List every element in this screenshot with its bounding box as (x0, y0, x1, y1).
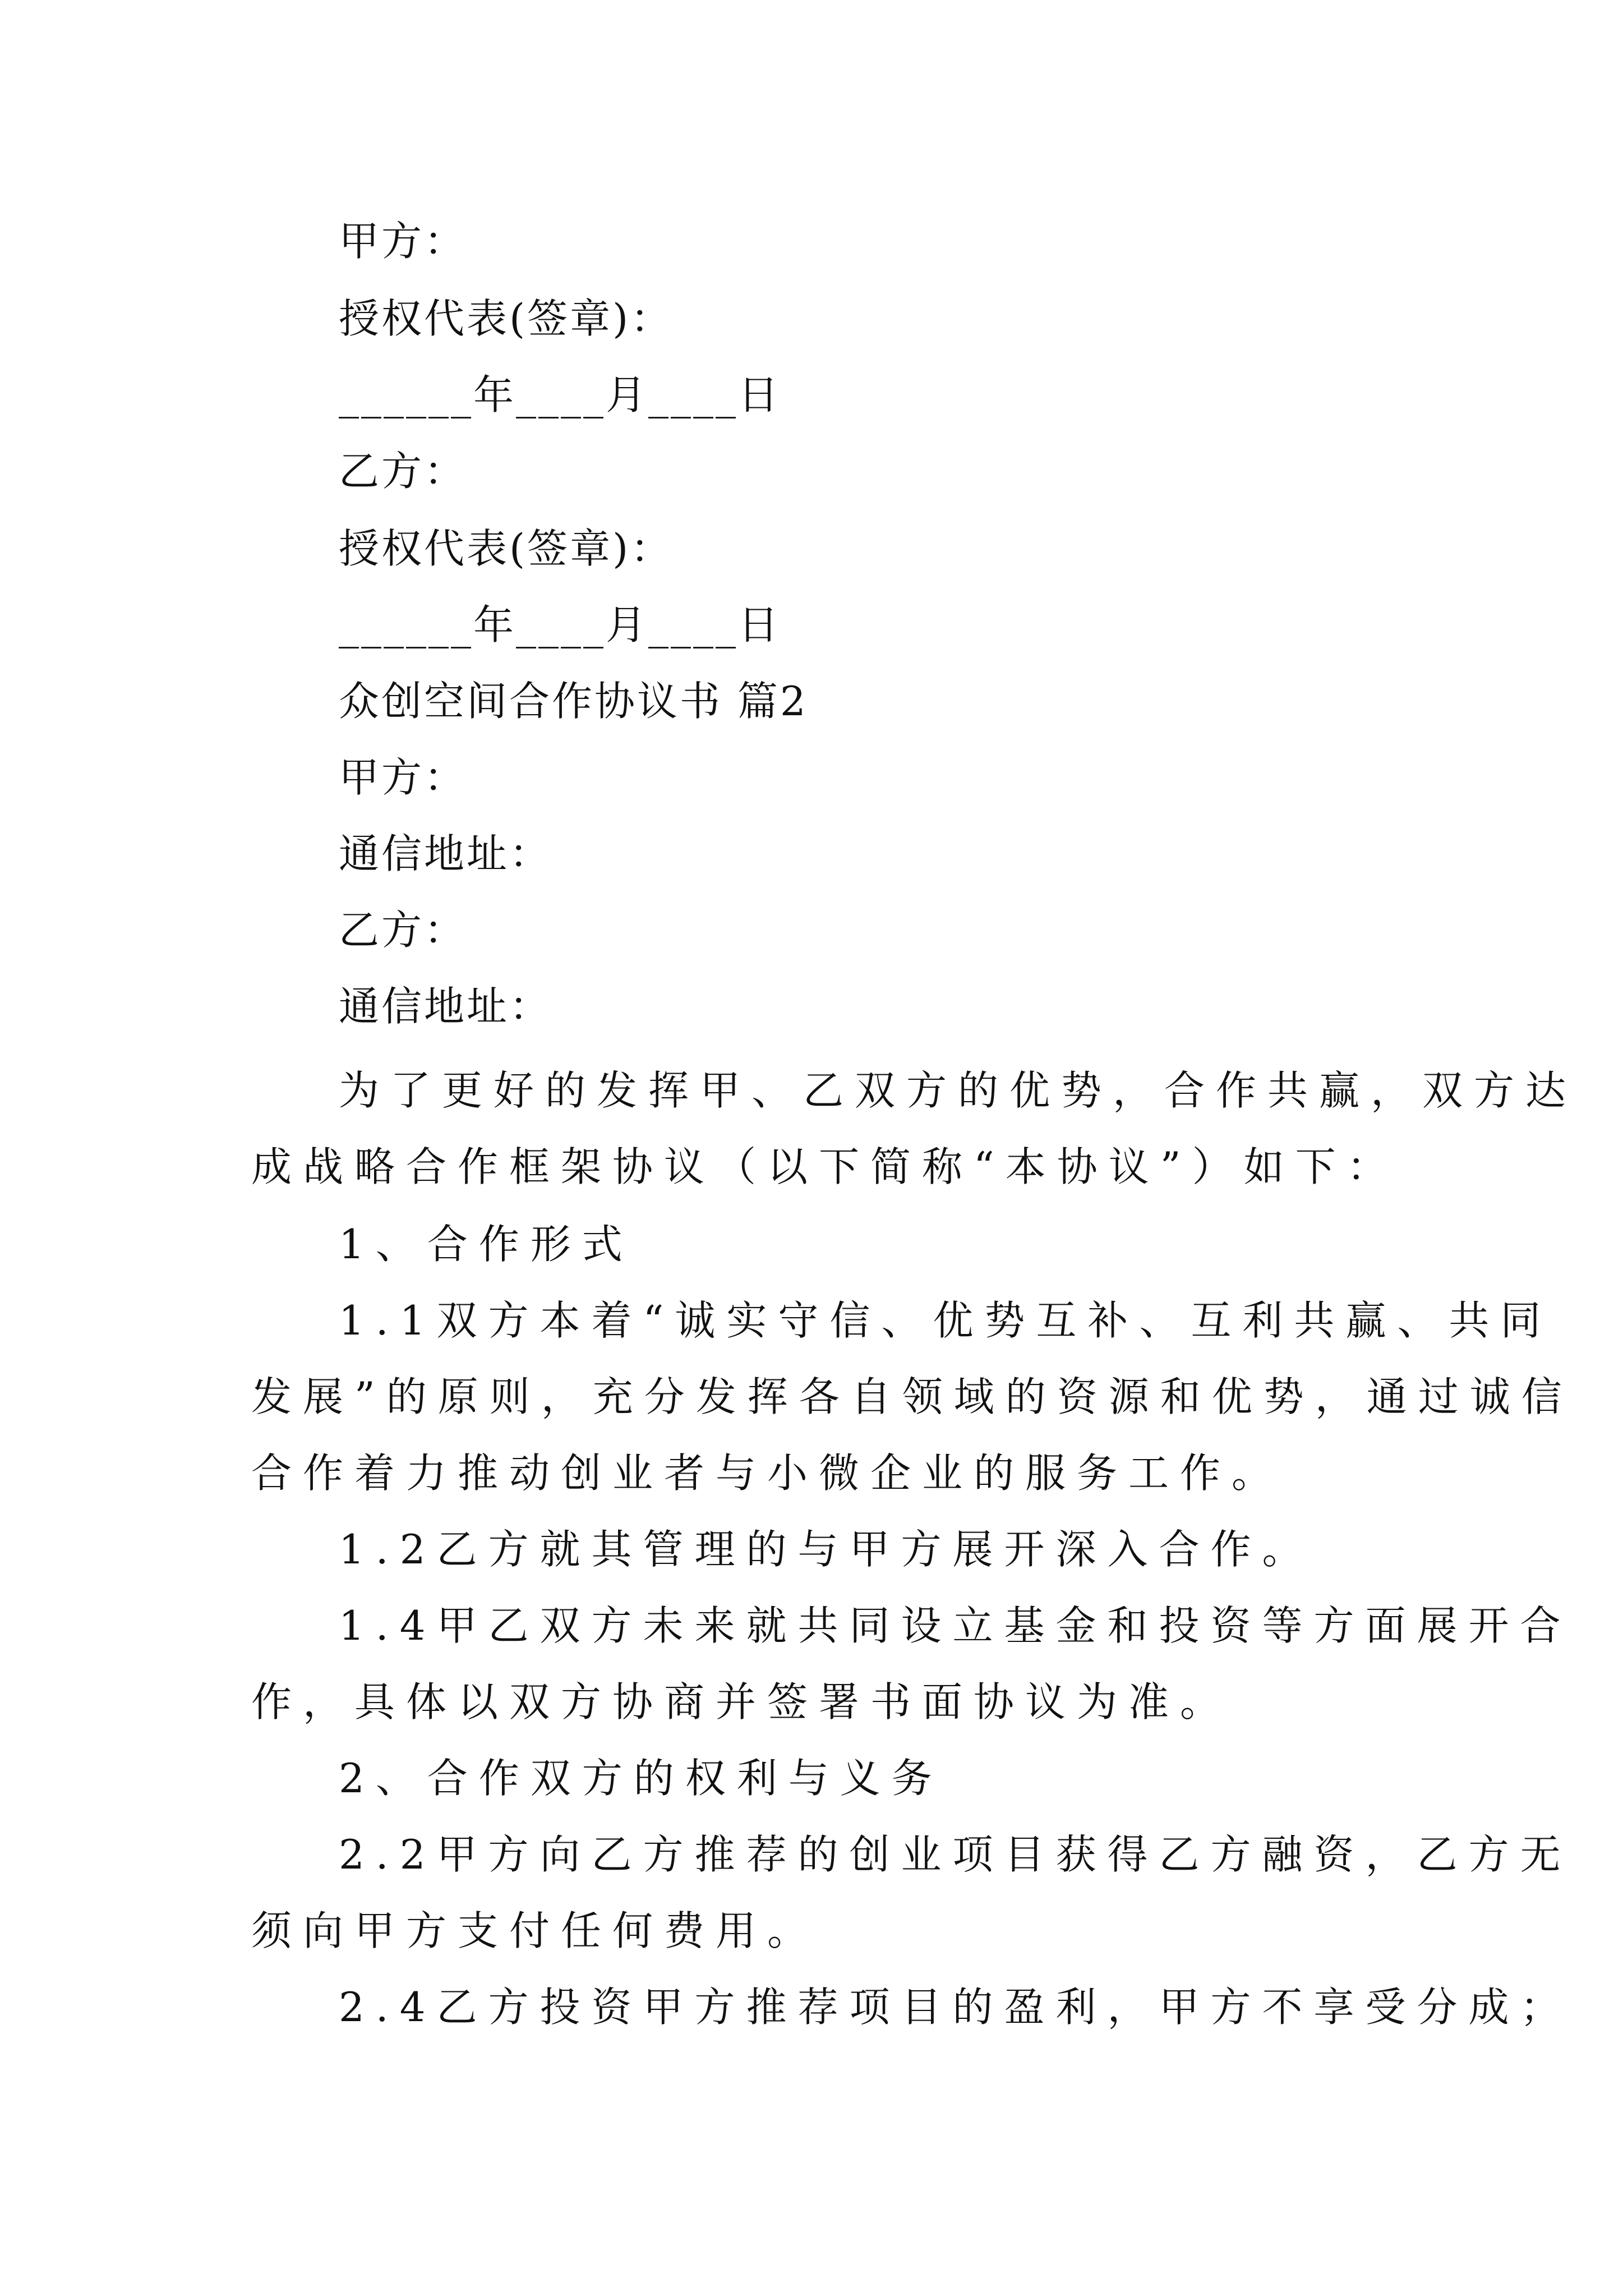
section-title: 众创空间合作协议书 篇2 (339, 678, 808, 725)
clause-2-2-line-1: 2.2甲方向乙方推荐的创业项目获得乙方融资，乙方无 (339, 1831, 1572, 1878)
party-a-label: 甲方： (339, 218, 467, 265)
intro-paragraph-line-2: 成战略合作框架协议（以下简称“本协议”）如下： (251, 1143, 1399, 1190)
heading-rights-obligations: 2、合作双方的权利与义务 (339, 1755, 943, 1802)
clause-1-2: 1.2乙方就其管理的与甲方展开深入合作。 (339, 1526, 1314, 1573)
clause-1-4-line-2: 作，具体以双方协商并签署书面协议为准。 (251, 1678, 1232, 1726)
clause-1-1-line-1: 1.1双方本着“诚实守信、优势互补、互利共赢、共同 (339, 1297, 1552, 1344)
party-b-signature-label: 授权代表(签章)： (339, 525, 674, 572)
clause-1-4-line-1: 1.4甲乙双方未来就共同设立基金和投资等方面展开合 (339, 1602, 1572, 1649)
party-b-address-label: 通信地址： (339, 983, 552, 1030)
party-a-signature-label: 授权代表(签章)： (339, 295, 674, 342)
intro-paragraph-line-1: 为了更好的发挥甲、乙双方的优势，合作共赢，双方达 (339, 1067, 1578, 1114)
party-b-date-line: ______年____月____日 (339, 601, 781, 648)
party-b-label: 乙方： (339, 448, 467, 495)
party-a-date-line: ______年____月____日 (339, 371, 781, 418)
heading-cooperation-form: 1、合作形式 (339, 1221, 634, 1268)
clause-1-1-line-2: 发展”的原则，充分发挥各自领域的资源和优势，通过诚信 (251, 1373, 1573, 1420)
clause-2-4-line-1: 2.4乙方投资甲方推荐项目的盈利，甲方不享受分成； (339, 1984, 1572, 2031)
clause-2-2-line-2: 须向甲方支付任何费用。 (251, 1907, 819, 1954)
clause-1-1-line-3: 合作着力推动创业者与小微企业的服务工作。 (251, 1450, 1284, 1497)
party-b-label-2: 乙方： (339, 907, 467, 954)
party-a-address-label: 通信地址： (339, 830, 552, 877)
party-a-label-2: 甲方： (339, 754, 467, 801)
